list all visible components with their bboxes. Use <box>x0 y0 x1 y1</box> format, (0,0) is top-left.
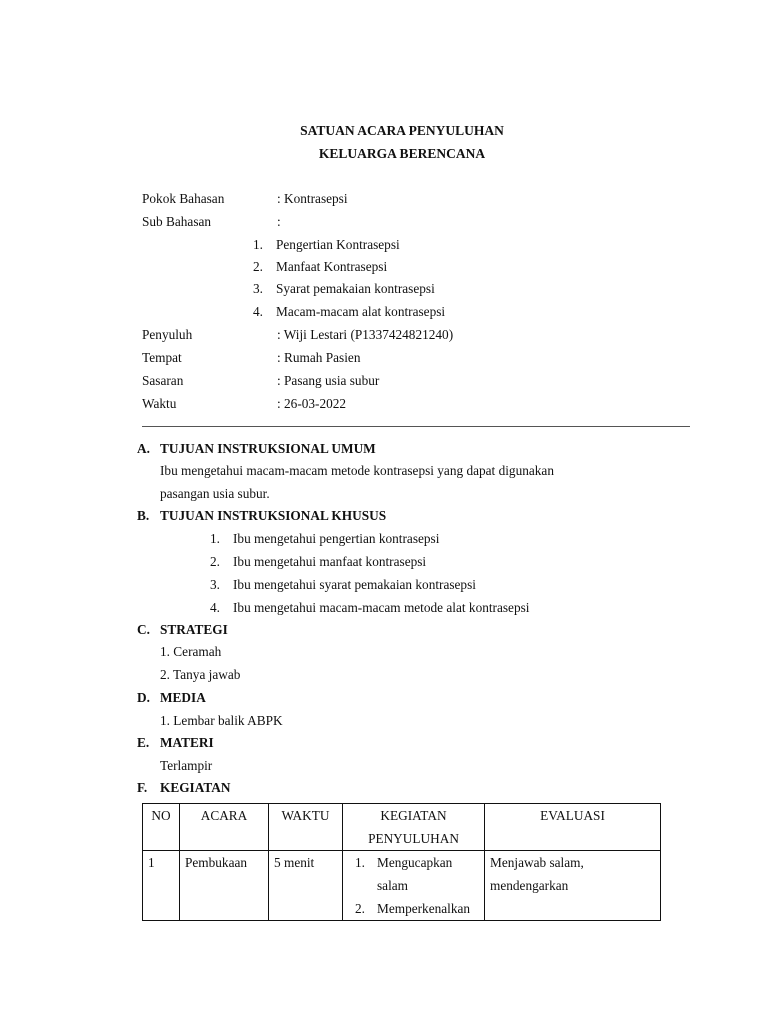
document-title: SATUAN ACARA PENYULUHAN <box>300 123 504 138</box>
sub-item-text: Manfaat Kontrasepsi <box>276 259 388 274</box>
sub-item-text: Pengertian Kontrasepsi <box>276 237 400 252</box>
section-f-letter: F. <box>137 780 148 795</box>
section-c-heading: STRATEGI <box>160 622 228 637</box>
list-item <box>355 897 479 920</box>
sub-item-num: 2. <box>253 259 263 274</box>
objective-text: Ibu mengetahui macam-macam metode alat kontrasepsi <box>233 600 530 615</box>
list-item-num: 2. <box>355 901 365 916</box>
table-header-row <box>143 804 661 851</box>
pokok-bahasan-label: Pokok Bahasan <box>142 191 225 206</box>
objective-num: 3. <box>210 577 220 592</box>
header-waktu: WAKTU <box>269 804 343 851</box>
sub-item-text: Syarat pemakaian kontrasepsi <box>276 281 435 296</box>
list-item <box>355 851 479 897</box>
pokok-bahasan-value: : Kontrasepsi <box>277 191 348 206</box>
objective-text: Ibu mengetahui pengertian kontrasepsi <box>233 531 440 546</box>
materi-text: Terlampir <box>160 758 213 773</box>
header-kegiatan-line1: KEGIATAN <box>380 808 447 823</box>
list-item-num: 1. <box>355 855 365 870</box>
sub-item-num: 3. <box>253 281 263 296</box>
section-e-letter: E. <box>137 735 150 750</box>
waktu-label: Waktu <box>142 396 177 411</box>
sasaran-value: : Pasang usia subur <box>277 373 380 388</box>
objective-num: 4. <box>210 600 220 615</box>
objective-text: Ibu mengetahui manfaat kontrasepsi <box>233 554 427 569</box>
objective-num: 1. <box>210 531 220 546</box>
sub-item-num: 4. <box>253 304 263 319</box>
section-a-heading: TUJUAN INSTRUKSIONAL UMUM <box>160 441 376 456</box>
section-f-heading: KEGIATAN <box>160 780 231 795</box>
cell-kegiatan <box>343 851 485 921</box>
list-item-text: Mengucapkan <box>377 855 453 870</box>
kegiatan-list <box>355 851 479 920</box>
section-d-letter: D. <box>137 690 150 705</box>
penyuluh-label: Penyuluh <box>142 327 193 342</box>
objective-text: Ibu mengetahui syarat pemakaian kontrasepsi <box>233 577 476 592</box>
tempat-label: Tempat <box>142 350 182 365</box>
header-kegiatan <box>343 804 485 851</box>
list-item-text: Memperkenalkan <box>377 901 471 916</box>
section-b-heading: TUJUAN INSTRUKSIONAL KHUSUS <box>160 508 387 523</box>
horizontal-divider <box>142 426 690 427</box>
section-e-heading: MATERI <box>160 735 214 750</box>
kegiatan-table <box>142 803 661 921</box>
sasaran-label: Sasaran <box>142 373 184 388</box>
evaluasi-text: Menjawab salam, <box>490 855 584 870</box>
tempat-value: : Rumah Pasien <box>277 350 361 365</box>
waktu-value: : 26-03-2022 <box>277 396 347 411</box>
cell-evaluasi <box>485 851 661 921</box>
sub-bahasan-value: : <box>277 214 281 229</box>
strategy-item: 1. Ceramah <box>160 644 222 659</box>
sub-item-num: 1. <box>253 237 263 252</box>
header-kegiatan-line2: PENYULUHAN <box>368 831 459 846</box>
media-item: 1. Lembar balik ABPK <box>160 713 283 728</box>
penyuluh-value: : Wiji Lestari (P1337424821240) <box>277 327 454 342</box>
header-evaluasi: EVALUASI <box>485 804 661 851</box>
cell-acara: Pembukaan <box>180 851 269 921</box>
section-d-heading: MEDIA <box>160 690 206 705</box>
document-subtitle: KELUARGA BERENCANA <box>318 146 486 161</box>
strategy-item: 2. Tanya jawab <box>160 667 241 682</box>
section-a-letter: A. <box>137 441 150 456</box>
section-b-letter: B. <box>137 508 150 523</box>
table-row <box>143 851 661 921</box>
evaluasi-text: mendengarkan <box>490 878 569 893</box>
header-acara: ACARA <box>180 804 269 851</box>
sub-bahasan-label: Sub Bahasan <box>142 214 212 229</box>
section-a-text: pasangan usia subur. <box>160 486 270 501</box>
cell-waktu: 5 menit <box>269 851 343 921</box>
section-a-text: Ibu mengetahui macam-macam metode kontrasepsi yang dapat digunakan <box>160 463 554 478</box>
section-c-letter: C. <box>137 622 150 637</box>
cell-no: 1 <box>143 851 180 921</box>
sub-item-text: Macam-macam alat kontrasepsi <box>276 304 446 319</box>
header-no: NO <box>143 804 180 851</box>
objective-num: 2. <box>210 554 220 569</box>
list-item-text: salam <box>377 878 409 893</box>
